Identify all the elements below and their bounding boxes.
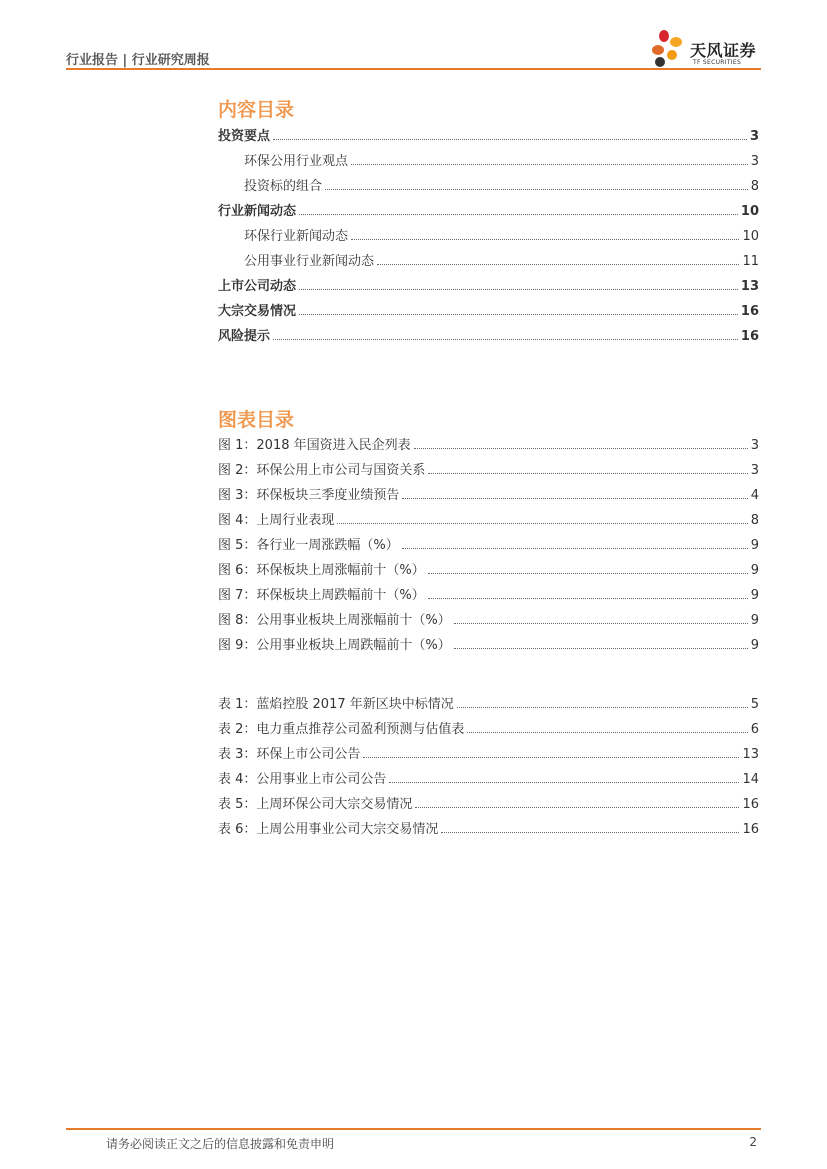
contents-list <box>218 125 759 350</box>
toc-entry[interactable] <box>218 634 759 659</box>
toc-entry-label: 上市公司动态 <box>218 279 297 294</box>
toc-entry-label: 表 6：上周公用事业公司大宗交易情况 <box>218 822 439 837</box>
toc-entry-label: 图 7：环保板块上周跌幅前十（%） <box>218 588 425 603</box>
toc-entry-label: 表 3：环保上市公司公告 <box>218 747 361 762</box>
toc-leader-dots <box>337 514 747 524</box>
toc-entry-page: 6 <box>750 722 759 737</box>
toc-entry-page: 8 <box>750 179 759 194</box>
toc-leader-dots <box>351 230 739 240</box>
toc-entry-label: 图 8：公用事业板块上周涨幅前十（%） <box>218 613 451 628</box>
page-number: 2 <box>749 1135 757 1149</box>
toc-entry[interactable] <box>218 818 759 843</box>
toc-entry[interactable] <box>218 609 759 634</box>
toc-entry-label: 图 3：环保板块三季度业绩预告 <box>218 488 400 503</box>
toc-entry-page: 10 <box>742 229 759 244</box>
toc-entry-page: 16 <box>740 329 759 344</box>
toc-entry-page: 3 <box>750 438 759 453</box>
toc-entry-label: 环保公用行业观点 <box>244 154 349 169</box>
toc-entry[interactable] <box>218 200 759 225</box>
toc-entry-label: 图 2：环保公用上市公司与国资关系 <box>218 463 426 478</box>
toc-entry-page: 14 <box>742 772 759 787</box>
toc-leader-dots <box>402 489 747 499</box>
toc-entry[interactable] <box>218 768 759 793</box>
toc-entry-page: 11 <box>742 254 759 269</box>
toc-leader-dots <box>325 180 748 190</box>
toc-entry[interactable] <box>218 743 759 768</box>
logo-flower-icon <box>650 28 690 70</box>
toc-entry[interactable] <box>218 559 759 584</box>
toc-entry[interactable] <box>218 250 759 275</box>
toc-leader-dots <box>389 773 739 783</box>
toc-entry-page: 13 <box>740 279 759 294</box>
toc-entry-label: 投资要点 <box>218 129 271 144</box>
toc-entry-page: 3 <box>750 463 759 478</box>
toc-entry-page: 16 <box>742 797 759 812</box>
toc-leader-dots <box>402 539 748 549</box>
toc-entry-page: 9 <box>750 563 759 578</box>
figures-title: 图表目录 <box>218 409 295 431</box>
toc-entry-page: 5 <box>750 697 759 712</box>
company-logo <box>650 28 765 70</box>
toc-leader-dots <box>457 698 748 708</box>
toc-leader-dots <box>415 798 739 808</box>
toc-entry-page: 4 <box>750 488 759 503</box>
toc-leader-dots <box>441 823 739 833</box>
toc-entry[interactable] <box>218 509 759 534</box>
toc-leader-dots <box>454 639 748 649</box>
toc-leader-dots <box>428 464 747 474</box>
toc-entry-label: 环保行业新闻动态 <box>244 229 349 244</box>
toc-entry-label: 表 4：公用事业上市公司公告 <box>218 772 387 787</box>
toc-leader-dots <box>377 255 739 265</box>
toc-entry-page: 16 <box>742 822 759 837</box>
tables-list <box>218 693 759 843</box>
toc-entry[interactable] <box>218 434 759 459</box>
footer-divider <box>66 1128 761 1130</box>
toc-entry-page: 3 <box>749 129 759 144</box>
toc-entry-page: 9 <box>750 638 759 653</box>
toc-entry[interactable] <box>218 693 759 718</box>
toc-entry-label: 图 6：环保板块上周涨幅前十（%） <box>218 563 425 578</box>
toc-leader-dots <box>428 564 748 574</box>
toc-leader-dots <box>363 748 739 758</box>
toc-entry[interactable] <box>218 125 759 150</box>
toc-entry-page: 13 <box>742 747 759 762</box>
logo-subtitle: TF SECURITIES <box>693 59 742 66</box>
toc-entry-label: 公用事业行业新闻动态 <box>244 254 375 269</box>
toc-entry[interactable] <box>218 300 759 325</box>
toc-entry-page: 8 <box>750 513 759 528</box>
toc-entry[interactable] <box>218 459 759 484</box>
toc-leader-dots <box>428 589 748 599</box>
toc-entry[interactable] <box>218 484 759 509</box>
toc-leader-dots <box>414 439 748 449</box>
toc-entry-label: 表 5：上周环保公司大宗交易情况 <box>218 797 413 812</box>
toc-entry-label: 图 9：公用事业板块上周跌幅前十（%） <box>218 638 451 653</box>
toc-entry-page: 3 <box>750 154 759 169</box>
figures-list <box>218 434 759 659</box>
toc-entry[interactable] <box>218 718 759 743</box>
toc-entry[interactable] <box>218 175 759 200</box>
toc-leader-dots <box>467 723 747 733</box>
toc-entry[interactable] <box>218 275 759 300</box>
toc-entry-page: 9 <box>750 613 759 628</box>
toc-entry-label: 图 4：上周行业表现 <box>218 513 335 528</box>
toc-entry-label: 大宗交易情况 <box>218 304 297 319</box>
toc-leader-dots <box>273 330 738 340</box>
toc-entry-label: 风险提示 <box>218 329 271 344</box>
contents-title: 内容目录 <box>218 99 295 121</box>
toc-entry-label: 图 1：2018 年国资进入民企列表 <box>218 438 411 453</box>
toc-entry[interactable] <box>218 534 759 559</box>
toc-entry-page: 16 <box>740 304 759 319</box>
toc-entry-label: 表 2：电力重点推荐公司盈利预测与估值表 <box>218 722 465 737</box>
toc-leader-dots <box>351 155 748 165</box>
toc-entry-label: 表 1：蓝焰控股 2017 年新区块中标情况 <box>218 697 454 712</box>
logo-name: 天风证券 <box>690 41 757 60</box>
toc-leader-dots <box>299 280 738 290</box>
header-breadcrumb: 行业报告 | 行业研究周报 <box>66 53 210 68</box>
toc-entry-page: 9 <box>750 538 759 553</box>
toc-entry[interactable] <box>218 584 759 609</box>
toc-entry-label: 行业新闻动态 <box>218 204 297 219</box>
toc-entry-label: 投资标的组合 <box>244 179 323 194</box>
toc-entry[interactable] <box>218 225 759 250</box>
toc-entry[interactable] <box>218 325 759 350</box>
toc-entry-label: 图 5：各行业一周涨跌幅（%） <box>218 538 399 553</box>
footer-disclaimer: 请务必阅读正文之后的信息披露和免责申明 <box>106 1137 335 1151</box>
toc-entry[interactable] <box>218 150 759 175</box>
toc-leader-dots <box>273 130 747 140</box>
toc-leader-dots <box>454 614 748 624</box>
toc-entry[interactable] <box>218 793 759 818</box>
toc-entry-page: 9 <box>750 588 759 603</box>
toc-entry-page: 10 <box>740 204 759 219</box>
toc-leader-dots <box>299 205 738 215</box>
toc-leader-dots <box>299 305 738 315</box>
